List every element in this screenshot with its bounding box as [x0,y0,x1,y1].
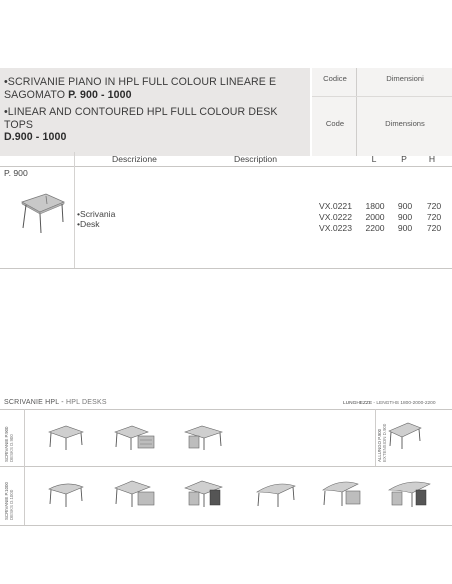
row-code-2: VX.0222 [319,212,352,222]
section-label: P. 900 [4,168,28,178]
overview-bottom-border [0,525,452,526]
desk-contoured-pedestal-icon [184,479,226,509]
overview-mid-border [0,466,452,467]
header-dimensions: Dimensions [385,119,425,128]
desk-with-pedestal-icon [184,424,226,452]
desc-italian: •Scrivania [77,209,116,219]
desk-straight-icon [48,425,84,451]
header-row-divider [312,96,452,97]
table-bottom-border [0,268,452,269]
header-code: Code [325,119,345,128]
desc-english: •Desk [77,219,100,229]
extension-label: ALLUNGO P.900 EXTENSION D.900 [377,423,387,462]
extension-icon [388,422,422,450]
desk-illustration [20,192,66,234]
overview-right-divider [375,409,376,466]
col-descrizione: Descrizione [112,154,157,164]
desk-curved-return-icon [322,478,362,508]
table-col-divider [74,152,75,268]
title-english-line1: •LINEAR AND CONTOURED HPL FULL COLOUR DESK TOPS [4,106,278,131]
desk-curved-pedestal-icon [388,478,432,510]
row-h-2: 720 [426,212,442,222]
col-l: L [371,154,377,164]
col-description: Description [234,154,277,164]
desk-contoured-icon [48,480,84,508]
col-h: H [428,154,436,164]
col-p: P [401,154,407,164]
desk-contoured-return-icon [114,479,156,509]
overview-left-divider [24,409,25,525]
title-italian-line1: •SCRIVANIE PIANO IN HPL FULL COLOUR LINEARE E [4,76,277,88]
overview-title: SCRIVANIE HPL - HPL DESKS [4,399,107,406]
page-title [4,76,304,144]
row2-label: SCRIVANIE P.1000 DESKS D.1000 [4,482,14,520]
title-italian-size: P. 900 - 1000 [68,88,132,101]
row-p-3: 900 [397,223,413,233]
row-l-3: 2200 [365,223,385,233]
row-p-2: 900 [397,212,413,222]
desk-curved-icon [256,480,296,508]
row-h-1: 720 [426,201,442,211]
title-english-size: D.900 - 1000 [4,131,67,144]
row-l-1: 1800 [365,201,385,211]
row-p-1: 900 [397,201,413,211]
row-code-3: VX.0223 [319,223,352,233]
title-italian-line2: SAGOMATO P. 900 - 1000 [4,88,132,101]
row-code-1: VX.0221 [319,201,352,211]
header-dimensioni: Dimensioni [386,74,424,83]
table-top-border [0,166,452,167]
overview-lengths: LUNGHEZZE - LENGTHS 1800-2000-2200 [343,401,436,406]
overview-top-border [0,409,452,410]
row1-label: SCRIVANIE P.900 DESKS D.900 [4,426,14,462]
row-h-3: 720 [426,223,442,233]
header-divider [356,68,357,156]
desk-with-return-icon [114,424,156,452]
header-codice: Codice [323,74,347,83]
row-l-2: 2000 [365,212,385,222]
